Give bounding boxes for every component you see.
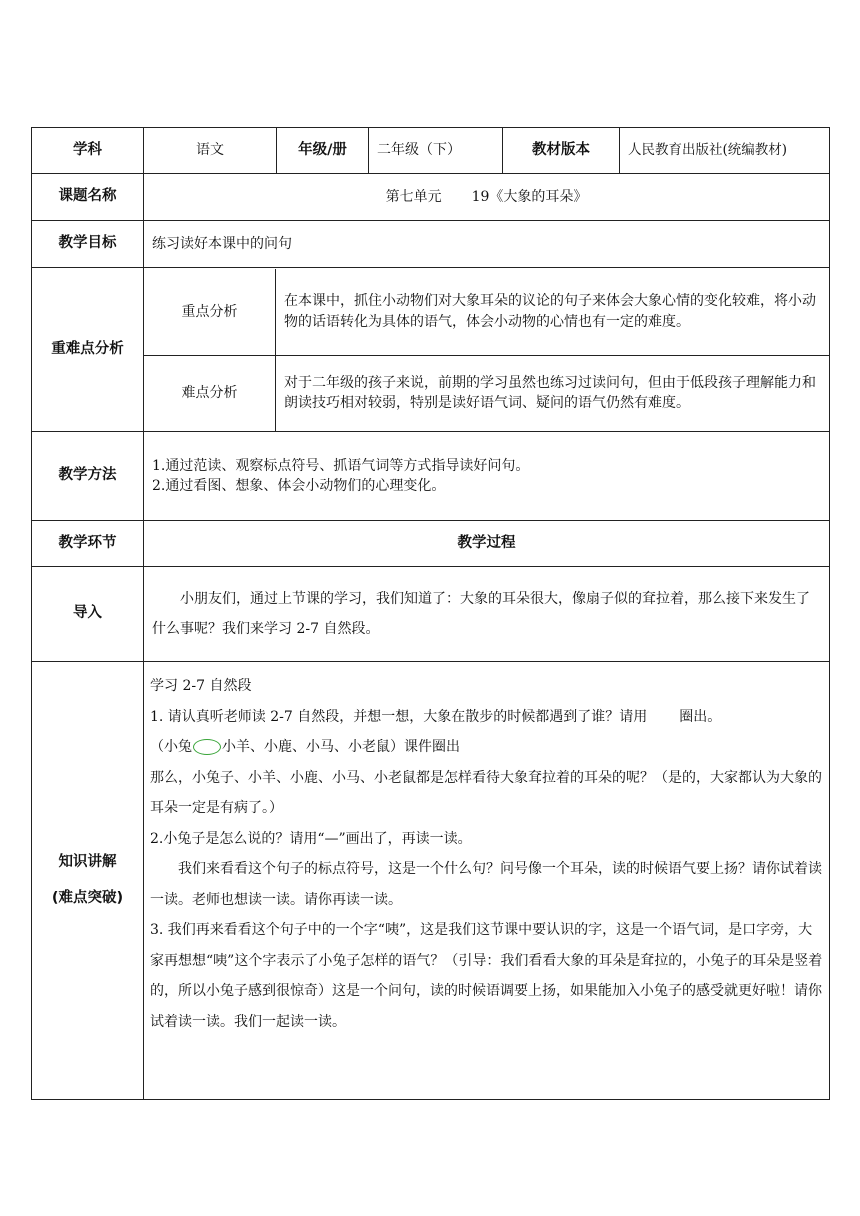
lesson-unit: 第七单元 bbox=[385, 188, 442, 205]
knowledge-row bbox=[32, 662, 830, 1100]
difficult-analysis-label: 难点分析 bbox=[144, 356, 276, 431]
goal-label: 教学目标 bbox=[32, 221, 144, 268]
grade-value: 二年级（下） bbox=[369, 128, 503, 174]
subject-value: 语文 bbox=[144, 128, 277, 174]
goal-row bbox=[32, 221, 830, 268]
knowledge-label-main: 知识讲解 bbox=[58, 854, 117, 871]
knowledge-paragraph: 2.小兔子是怎么说的？请用“—”画出了，再读一读。 bbox=[150, 830, 472, 847]
green-circle-icon bbox=[193, 739, 221, 755]
intro-text: 小朋友们，通过上节课的学习，我们知道了：大象的耳朵很大，像扇子似的耷拉着，那么接下来发生了什么事呢？我们来学习 2-7 自然段。 bbox=[144, 567, 830, 662]
analysis-label: 重难点分析 bbox=[32, 268, 144, 432]
method-row bbox=[32, 432, 830, 521]
knowledge-paragraph: 我们来看看这个句子的标点符号，这是一个什么句？问号像一个耳朵，读的时候语气要上扬？请你试着读一读。老师也想读一读。请你再读一读。 bbox=[150, 861, 822, 908]
lesson-title-cell bbox=[144, 174, 830, 221]
grade-label: 年级/册 bbox=[277, 128, 369, 174]
process-stage-label: 教学环节 bbox=[32, 521, 144, 567]
lesson-row bbox=[32, 174, 830, 221]
lesson-plan-table bbox=[31, 127, 830, 1100]
method-label: 教学方法 bbox=[32, 432, 144, 521]
goal-value: 练习读好本课中的问句 bbox=[144, 221, 830, 268]
knowledge-paragraph: （小兔 小羊、小鹿、小马、小老鼠）课件圈出 bbox=[150, 739, 460, 755]
process-title: 教学过程 bbox=[144, 521, 830, 567]
intro-label: 导入 bbox=[32, 567, 144, 662]
subject-label: 学科 bbox=[32, 128, 144, 174]
key-analysis-text: 在本课中，抓住小动物们对大象耳朵的议论的句子来体会大象心情的变化较难，将小动物的话语转化为具体的语气，体会小动物的心情也有一定的难度。 bbox=[284, 293, 816, 330]
knowledge-content bbox=[144, 662, 830, 1100]
analysis-row bbox=[32, 268, 830, 432]
knowledge-paragraph: 3. 我们再来看看这个句子中的一个字“咦”，这是我们这节课中要认识的字，这是一个语气词，是口字旁，大家再想想“咦”这个字表示了小兔子怎样的语气？（引导：我们看看大象的耳朵是耷拉的，小兔子的耳朵是竖着的，所以小兔子感到很惊奇）这是一个问句，读的时候语调要上扬，如果能加入小兔子的感受就更好啦！请你试着读一读。我们一起读一读。 bbox=[150, 922, 823, 1030]
method-list bbox=[144, 432, 830, 521]
edition-value: 人民教育出版社(统编教材) bbox=[620, 128, 830, 174]
lesson-label: 课题名称 bbox=[32, 174, 144, 221]
knowledge-paragraph: 1. 请认真听老师读 2-7 自然段，并想一想，大象在散步的时候都遇到了谁？请用 圈出。 bbox=[150, 708, 722, 725]
edition-label: 教材版本 bbox=[503, 128, 620, 174]
knowledge-paragraph: 学习 2-7 自然段 bbox=[150, 678, 252, 694]
knowledge-label bbox=[32, 662, 144, 1100]
header-row bbox=[32, 128, 830, 174]
key-analysis-label: 重点分析 bbox=[144, 269, 276, 356]
difficult-analysis-text: 对于二年级的孩子来说，前期的学习虽然也练习过读问句，但由于低段孩子理解能力和朗读技巧相对较弱，特别是读好语气词、疑问的语气仍然有难度。 bbox=[276, 356, 830, 431]
process-header-row bbox=[32, 521, 830, 567]
lesson-title: 19《大象的耳朵》 bbox=[471, 188, 588, 205]
method-item: 1.通过范读、观察标点符号、抓语气词等方式指导读好问句。 bbox=[152, 457, 530, 474]
analysis-subtable bbox=[144, 269, 829, 431]
knowledge-paragraph: 那么，小兔子、小羊、小鹿、小马、小老鼠都是怎样看待大象耷拉着的耳朵的呢？（是的，大家都认为大象的耳朵一定是有病了。） bbox=[150, 769, 822, 816]
knowledge-label-sub: (难点突破) bbox=[51, 889, 124, 906]
intro-row bbox=[32, 567, 830, 662]
method-item: 2.通过看图、想象、体会小动物们的心理变化。 bbox=[152, 478, 446, 494]
lesson-plan-page bbox=[31, 127, 829, 1100]
